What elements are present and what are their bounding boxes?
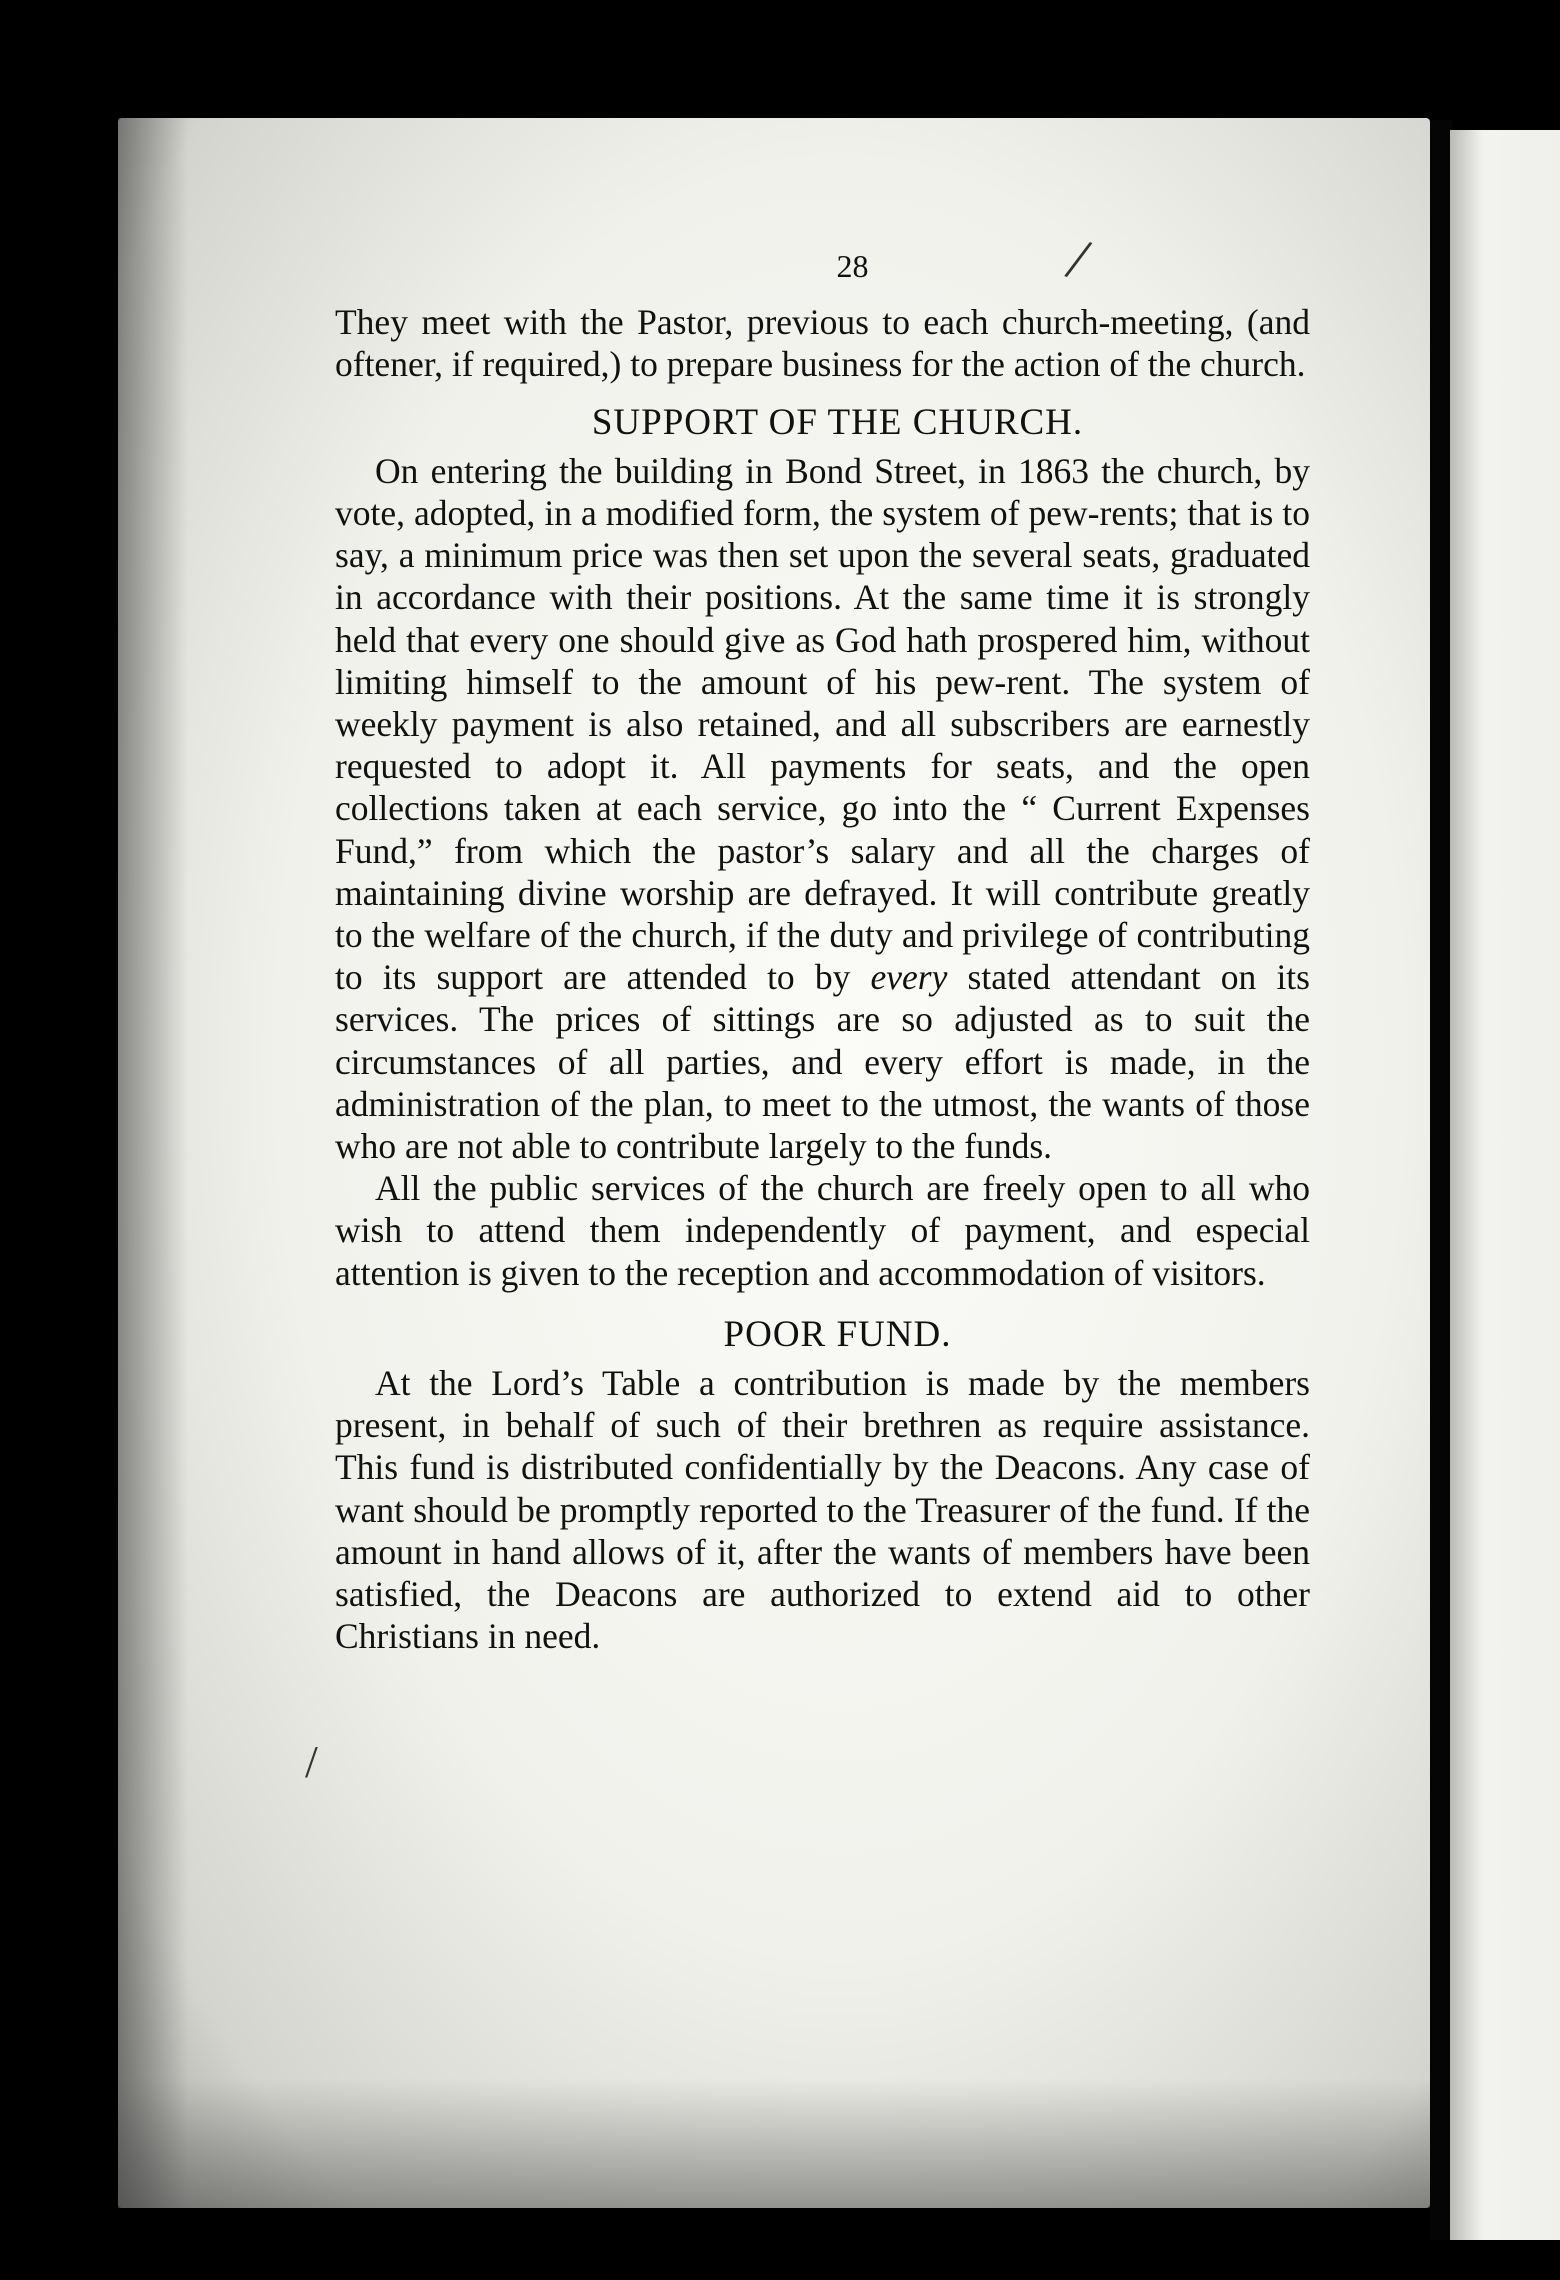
section-heading: POOR FUND. (723, 1313, 952, 1355)
body-paragraph: At the Lord’s Table a contribution is made by the members present, in behalf of such of their brethren as require assistance. This fund is distributed confidentially by the Deacons. Any case of want should be promptly reported to the Treasurer of the fund. If the amount in hand allows of it, after the wants of members have been satisfied, the Deacons are authorized to extend aid to other Christians in need. (335, 1363, 1310, 1657)
page-number: 28 (836, 248, 869, 284)
pencil-mark: / (1060, 225, 1097, 293)
section-heading: SUPPORT OF THE CHURCH. (591, 401, 1084, 443)
book-gutter (1430, 120, 1452, 2240)
paragraph-text: On entering the building in Bond Street, in 1863 the church, by vote, adopted, in a modified form, the system of pew-rents; that is to say, a minimum price was then set upon the several seats, graduated in accordance with their positions. At the same time it is strongly held that every one should give as God hath prospered him, without limiting himself to the amount of his pew-rent. The system of weekly payment is also retained, and all subscribers are earnestly requested to adopt it. All payments for seats, and the open collections taken at each service, go into the “ Current Expenses Fund,” from which the pastor’s salary and all the charges of maintaining divine worship are defrayed. It will contribute greatly to the welfare of the church, if the duty and privilege of contributing to its support are attended to by (335, 450, 1310, 998)
adjacent-page-edge (1450, 130, 1560, 2240)
pencil-mark: / (305, 1736, 318, 1787)
body-paragraph (335, 450, 1310, 1167)
emphasized-word: every (870, 957, 948, 998)
paragraph-text: stated attendant on its services. The prices of sittings are so adjusted as to suit the circumstances of all parties, and every effort is made, in the administration of the plan, to meet to the utmost, the wants of those who are not able to contribute largely to the funds. (335, 957, 1310, 1167)
body-paragraph: They meet with the Pastor, previous to each church-meeting, (and oftener, if required,) to prepare business for the action of the church. (335, 302, 1310, 385)
body-paragraph: All the public services of the church are freely open to all who wish to attend them independently of payment, and especial attention is given to the reception and accommodation of visitors. (335, 1168, 1310, 1293)
page-content (335, 245, 1310, 1658)
